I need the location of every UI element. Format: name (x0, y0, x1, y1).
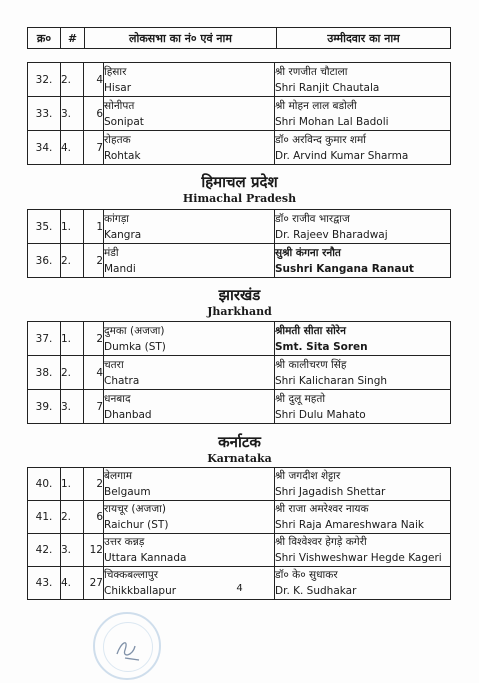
constituency-name (104, 97, 275, 131)
state-index: 3. (61, 97, 84, 131)
candidate-name (275, 210, 451, 244)
constituency-name-hindi: चतरा (104, 358, 124, 371)
constituency-name (104, 534, 275, 567)
constituency-name-hindi: सोनीपत (104, 99, 135, 112)
table-haryana (27, 62, 451, 165)
constituency-number: 2 (84, 322, 104, 356)
candidate-name-hindi: सुश्री कंगना रनौत (275, 246, 341, 259)
section-title-hindi: झारखंड (218, 286, 261, 304)
table-row (28, 63, 451, 97)
header-candidate: उम्मीदवार का नाम (327, 31, 400, 45)
candidate-name-english: Shri Dulu Mahato (275, 408, 366, 421)
constituency-name (104, 131, 275, 165)
state-index: 1. (61, 322, 84, 356)
section-himachal (0, 173, 479, 206)
candidate-name (275, 322, 451, 356)
serial-number: 32. (28, 63, 61, 97)
candidate-name-english: Sushri Kangana Ranaut (275, 262, 414, 275)
header-constituency: लोकसभा का नं० एवं नाम (85, 28, 277, 48)
serial-number: 39. (28, 390, 61, 424)
candidate-name-english: Shri Kalicharan Singh (275, 374, 388, 387)
constituency-name-english: Dumka (ST) (104, 340, 166, 353)
constituency-name-english: Uttara Kannada (104, 552, 187, 564)
constituency-name-hindi: उत्तर कन्नड़ (104, 536, 145, 548)
constituency-name (104, 210, 275, 244)
table-row (28, 356, 451, 390)
serial-number: 42. (28, 534, 61, 567)
constituency-name-hindi: दुमका (अजजा) (104, 324, 165, 337)
constituency-number: 4 (84, 356, 104, 390)
signature-mark (95, 614, 159, 678)
constituency-name-english: Chatra (104, 374, 140, 387)
constituency-name-english: Sonipat (104, 115, 144, 128)
candidate-name-hindi: श्री दुलू महतो (275, 392, 326, 405)
section-karnataka (0, 433, 479, 466)
state-index: 4. (61, 131, 84, 165)
section-title-hindi: कर्नाटक (218, 433, 261, 451)
candidate-name-english: Shri Raja Amareshwara Naik (275, 519, 424, 531)
candidate-name (275, 534, 451, 567)
constituency-name-english: Chikkballapur (104, 585, 177, 597)
table-row (28, 210, 451, 244)
table-header (27, 27, 451, 49)
candidate-name-english: Smt. Sita Soren (275, 340, 368, 353)
constituency-name (104, 390, 275, 424)
section-title-english: Karnataka (207, 452, 272, 465)
state-index: 3. (61, 534, 84, 567)
constituency-name-hindi: चिक्कबल्लापुर (104, 569, 159, 581)
table-row (28, 501, 451, 534)
constituency-name-hindi: हिसार (104, 65, 127, 78)
serial-number: 43. (28, 567, 61, 600)
constituency-name-english: Mandi (104, 262, 136, 275)
candidate-name (275, 501, 451, 534)
constituency-number: 2 (84, 468, 104, 501)
constituency-name (104, 63, 275, 97)
state-index: 3. (61, 390, 84, 424)
table-row (28, 468, 451, 501)
serial-number: 34. (28, 131, 61, 165)
table-himachal (27, 209, 451, 278)
constituency-name-english: Kangra (104, 228, 142, 241)
constituency-name-english: Dhanbad (104, 408, 152, 421)
table-row (28, 97, 451, 131)
candidate-name-hindi: श्री रणजीत चौटाला (275, 65, 348, 78)
constituency-number: 2 (84, 244, 104, 278)
table-jharkhand (27, 321, 451, 424)
serial-number: 35. (28, 210, 61, 244)
candidate-name (275, 97, 451, 131)
constituency-name (104, 468, 275, 501)
candidate-name (275, 63, 451, 97)
header-serial: क्र० (28, 28, 61, 48)
table-row (28, 390, 451, 424)
candidate-name-english: Dr. Arvind Kumar Sharma (275, 149, 409, 162)
page-number: 4 (236, 583, 243, 594)
official-seal (93, 612, 161, 680)
candidate-name-hindi: श्री मोहन लाल बडोली (275, 99, 357, 112)
table-row (28, 534, 451, 567)
candidate-name-english: Shri Vishweshwar Hegde Kageri (275, 552, 442, 564)
section-title-hindi: हिमाचल प्रदेश (201, 173, 278, 191)
section-title-english: Himachal Pradesh (182, 192, 297, 205)
constituency-name-hindi: कांगड़ा (104, 212, 130, 225)
candidate-name-english: Dr. Rajeev Bharadwaj (275, 228, 388, 241)
state-index: 2. (61, 356, 84, 390)
constituency-name-english: Rohtak (104, 149, 141, 162)
state-index: 4. (61, 567, 84, 600)
section-title-english: Jharkhand (207, 305, 272, 318)
state-index: 2. (61, 63, 84, 97)
candidate-name-hindi: डॉ० अरविन्द कुमार शर्मा (275, 133, 366, 146)
state-index: 1. (61, 210, 84, 244)
constituency-number: 1 (84, 210, 104, 244)
candidate-name-english: Shri Jagadish Shettar (275, 486, 386, 498)
section-jharkhand (0, 286, 479, 319)
serial-number: 40. (28, 468, 61, 501)
candidate-name-english: Dr. K. Sudhakar (275, 585, 357, 597)
candidate-name-hindi: श्री कालीचरण सिंह (275, 358, 347, 371)
constituency-name-hindi: मंडी (104, 246, 119, 259)
candidate-name-hindi: डॉ० के० सुधाकर (275, 569, 338, 581)
constituency-number: 7 (84, 131, 104, 165)
candidate-name (275, 468, 451, 501)
candidate-name (275, 244, 451, 278)
constituency-name-hindi: रायचूर (अजजा) (104, 503, 166, 515)
constituency-name-english: Belgaum (104, 486, 151, 498)
state-index: 2. (61, 501, 84, 534)
table-karnataka (27, 467, 451, 600)
constituency-number: 6 (84, 501, 104, 534)
table-row (28, 322, 451, 356)
candidate-name-hindi: डॉ० राजीव भारद्वाज (275, 212, 350, 225)
constituency-name (104, 501, 275, 534)
constituency-name-english: Hisar (104, 81, 132, 94)
constituency-number: 12 (84, 534, 104, 567)
candidate-name-english: Shri Ranjit Chautala (275, 81, 380, 94)
table-row (28, 244, 451, 278)
constituency-name-hindi: धनबाद (104, 392, 131, 405)
candidate-name-hindi: श्री विश्वेश्वर हेगड़े कगेरी (275, 536, 367, 548)
candidate-name (275, 356, 451, 390)
candidate-name (275, 131, 451, 165)
serial-number: 38. (28, 356, 61, 390)
constituency-number: 4 (84, 63, 104, 97)
candidate-name-hindi: श्रीमती सीता सोरेन (275, 324, 346, 337)
constituency-name (104, 356, 275, 390)
constituency-number: 6 (84, 97, 104, 131)
header-number: # (61, 28, 85, 48)
candidate-name-hindi: श्री जगदीश शेट्टार (275, 470, 341, 482)
state-index: 1. (61, 468, 84, 501)
constituency-name (104, 322, 275, 356)
state-index: 2. (61, 244, 84, 278)
constituency-number: 27 (84, 567, 104, 600)
table-row (28, 131, 451, 165)
candidate-name (275, 390, 451, 424)
constituency-name-hindi: बेलगाम (104, 470, 133, 482)
serial-number: 37. (28, 322, 61, 356)
constituency-name (104, 244, 275, 278)
serial-number: 41. (28, 501, 61, 534)
candidate-name-hindi: श्री राजा अमरेश्वर नायक (275, 503, 369, 515)
constituency-number: 7 (84, 390, 104, 424)
serial-number: 36. (28, 244, 61, 278)
constituency-name-english: Raichur (ST) (104, 519, 169, 531)
candidate-name-english: Shri Mohan Lal Badoli (275, 115, 389, 128)
serial-number: 33. (28, 97, 61, 131)
constituency-name-hindi: रोहतक (104, 133, 131, 146)
